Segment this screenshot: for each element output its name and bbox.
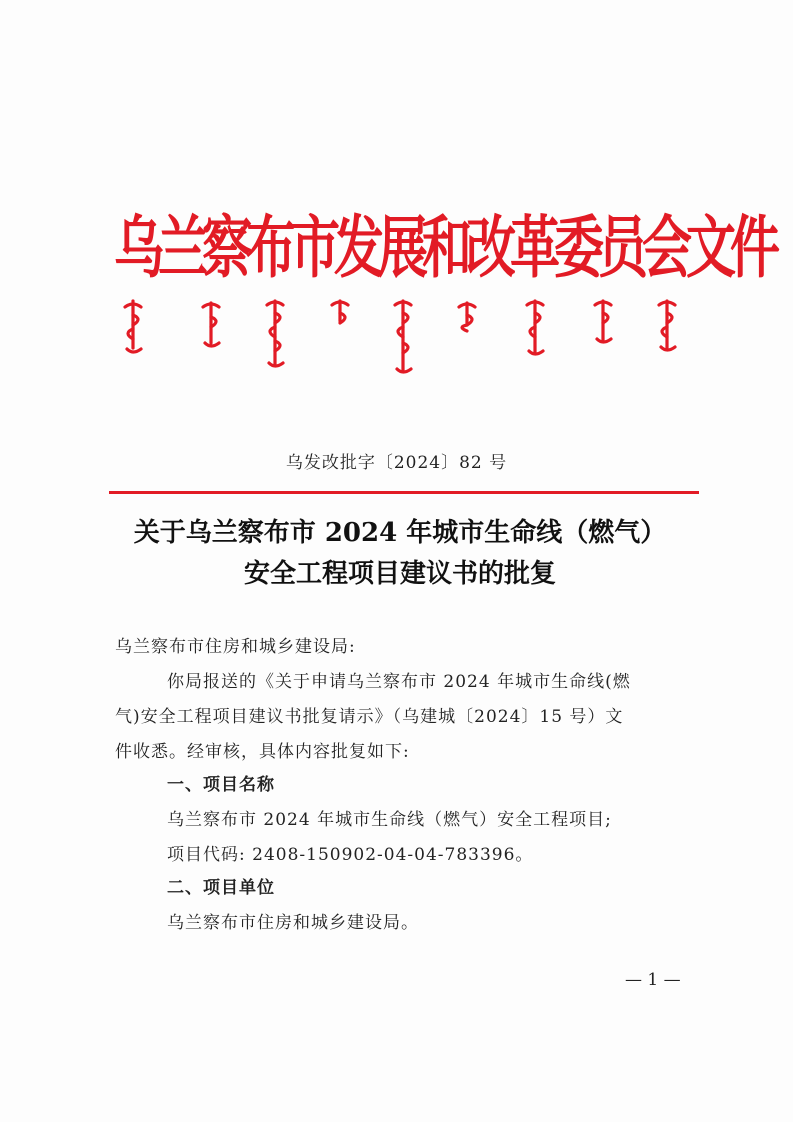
section-1-project-code: 项目代码: 2408-150902-04-04-783396。 (167, 845, 534, 865)
section-2-heading: 二、项目单位 (167, 878, 275, 898)
mongolian-word-2 (203, 303, 219, 346)
mongolian-word-5 (395, 301, 411, 372)
mongolian-word-6 (459, 303, 475, 331)
document-title-line-1: 关于乌兰察布市 2024 年城市生命线（燃气） (133, 518, 667, 548)
mongolian-word-4 (332, 301, 348, 323)
intro-paragraph-line-3: 件收悉。经审核，具体内容批复如下: (115, 742, 410, 762)
section-1-heading: 一、项目名称 (167, 775, 275, 795)
mongolian-script-title (115, 293, 695, 378)
mongolian-word-1 (125, 301, 141, 352)
mongolian-word-3 (267, 301, 283, 366)
document-number: 乌发改批字〔2024〕82 号 (285, 453, 508, 473)
intro-paragraph-line-2: 气)安全工程项目建议书批复请示》（乌建城〔2024〕15 号）文 (115, 707, 624, 727)
intro-paragraph-line-1: 你局报送的《关于申请乌兰察布市 2024 年城市生命线(燃 (167, 672, 631, 692)
mongolian-word-7 (527, 301, 543, 354)
section-1-project-name: 乌兰察布市 2024 年城市生命线（燃气）安全工程项目; (167, 810, 612, 830)
mongolian-word-8 (595, 301, 611, 342)
page-number: — 1 — (625, 970, 681, 990)
red-divider-line (109, 491, 699, 494)
section-2-project-unit: 乌兰察布市住房和城乡建设局。 (167, 913, 419, 933)
mongolian-word-9 (659, 301, 675, 350)
document-title-line-2: 安全工程项目建议书的批复 (243, 559, 556, 589)
addressee: 乌兰察布市住房和城乡建设局: (115, 637, 356, 657)
issuing-authority-title: 乌兰察布市发展和改革委员会文件 (114, 208, 774, 288)
